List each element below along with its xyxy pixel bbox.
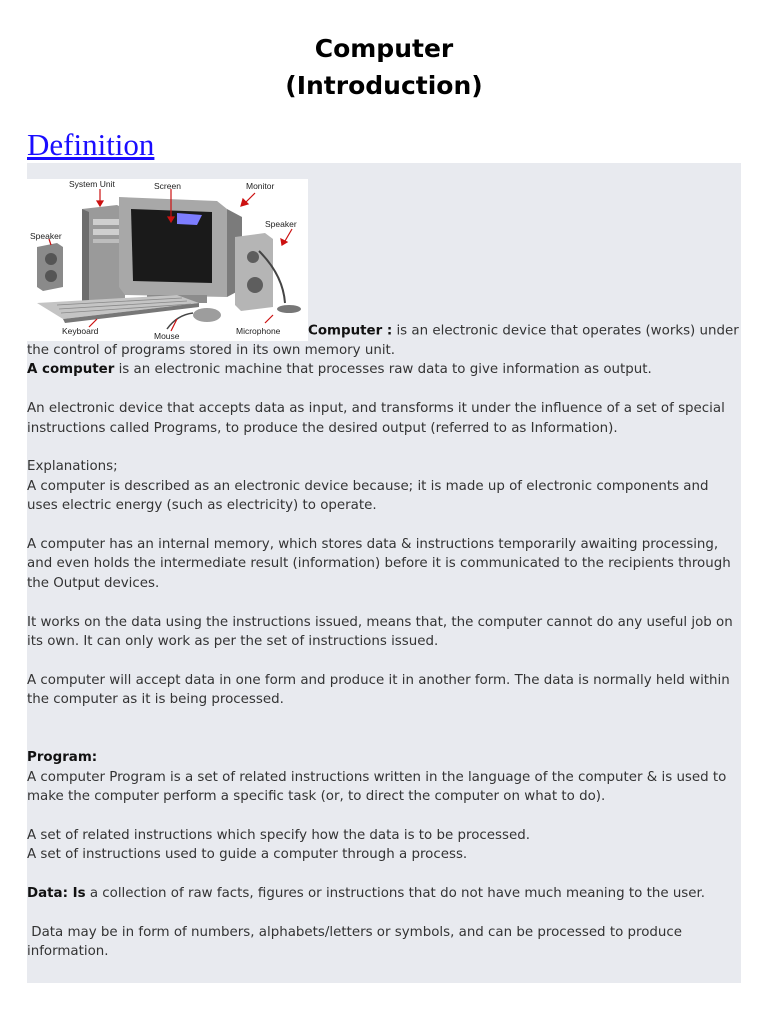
title-line-2: (Introduction) <box>285 71 483 100</box>
label-speaker-right: Speaker <box>265 219 297 229</box>
paragraph-explanations-label: Explanations; <box>27 459 118 475</box>
data-definition-text: a collection of raw facts, figures or instructions that do not have much meaning to the user. <box>85 886 706 902</box>
paragraph-instructions: It works on the data using the instructions issued, means that, the computer cannot do any useful job on its own. It can only work as per the set of instructions issued. <box>27 614 733 650</box>
paragraph-program-definition: A computer Program is a set of related instructions written in the language of the computer & is used to make the computer perform a specific task (or, to direct the computer on what to do). <box>27 769 727 805</box>
machine-definition-text: is an electronic machine that processes raw data to give information as output. <box>114 362 652 378</box>
label-screen: Screen <box>154 181 181 191</box>
title-line-1: Computer <box>314 34 454 63</box>
computer-diagram-image <box>27 179 308 341</box>
paragraph-guide-instructions: A set of instructions used to guide a computer through a process. <box>27 847 468 863</box>
paragraph-machine-definition <box>27 360 743 379</box>
paragraph-data-form: A computer will accept data in one form and produce it in another form. The data is normally held within the computer as it is being processed. <box>27 672 730 708</box>
term-data: Data: Is <box>27 886 86 902</box>
document-title <box>0 30 768 104</box>
paragraph-program-heading <box>27 748 743 767</box>
definition-heading-link[interactable]: Definition <box>27 127 155 162</box>
computer-definition-text: is an electronic device that operates (works) under the control of programs stored in its own memory unit. <box>27 323 739 358</box>
document-body <box>27 179 743 962</box>
term-computer: Computer : <box>308 323 393 339</box>
label-system-unit: System Unit <box>69 179 115 189</box>
paragraph-data-definition <box>27 884 743 903</box>
label-microphone: Microphone <box>236 326 281 336</box>
label-speaker-left: Speaker <box>30 231 62 241</box>
paragraph-data-forms: Data may be in form of numbers, alphabets/letters or symbols, and can be processed to produce information. <box>27 925 687 960</box>
label-mouse: Mouse <box>154 331 180 341</box>
computer-diagram-illustration <box>27 179 308 341</box>
paragraph-computer-definition <box>27 179 743 360</box>
label-monitor: Monitor <box>246 181 275 191</box>
paragraph-internal-memory: A computer has an internal memory, which stores data & instructions temporarily awaiting processing, and even holds the intermediate result (information) before it is communicated to the recipients through the Output devices. <box>27 537 731 591</box>
paragraph-electronic-device: An electronic device that accepts data as input, and transforms it under the influence of a set of special instructions called Programs, to produce the desired output (referred to as Information). <box>27 401 725 436</box>
label-keyboard: Keyboard <box>62 326 99 336</box>
term-program: Program: <box>27 750 98 766</box>
paragraph-related-instructions: A set of related instructions which specify how the data is to be processed. <box>27 828 530 844</box>
term-a-computer: A computer <box>27 362 115 378</box>
paragraph-electronic-components: A computer is described as an electronic device because; it is made up of electronic components and uses electric energy (such as electricity) to operate. <box>27 478 709 514</box>
